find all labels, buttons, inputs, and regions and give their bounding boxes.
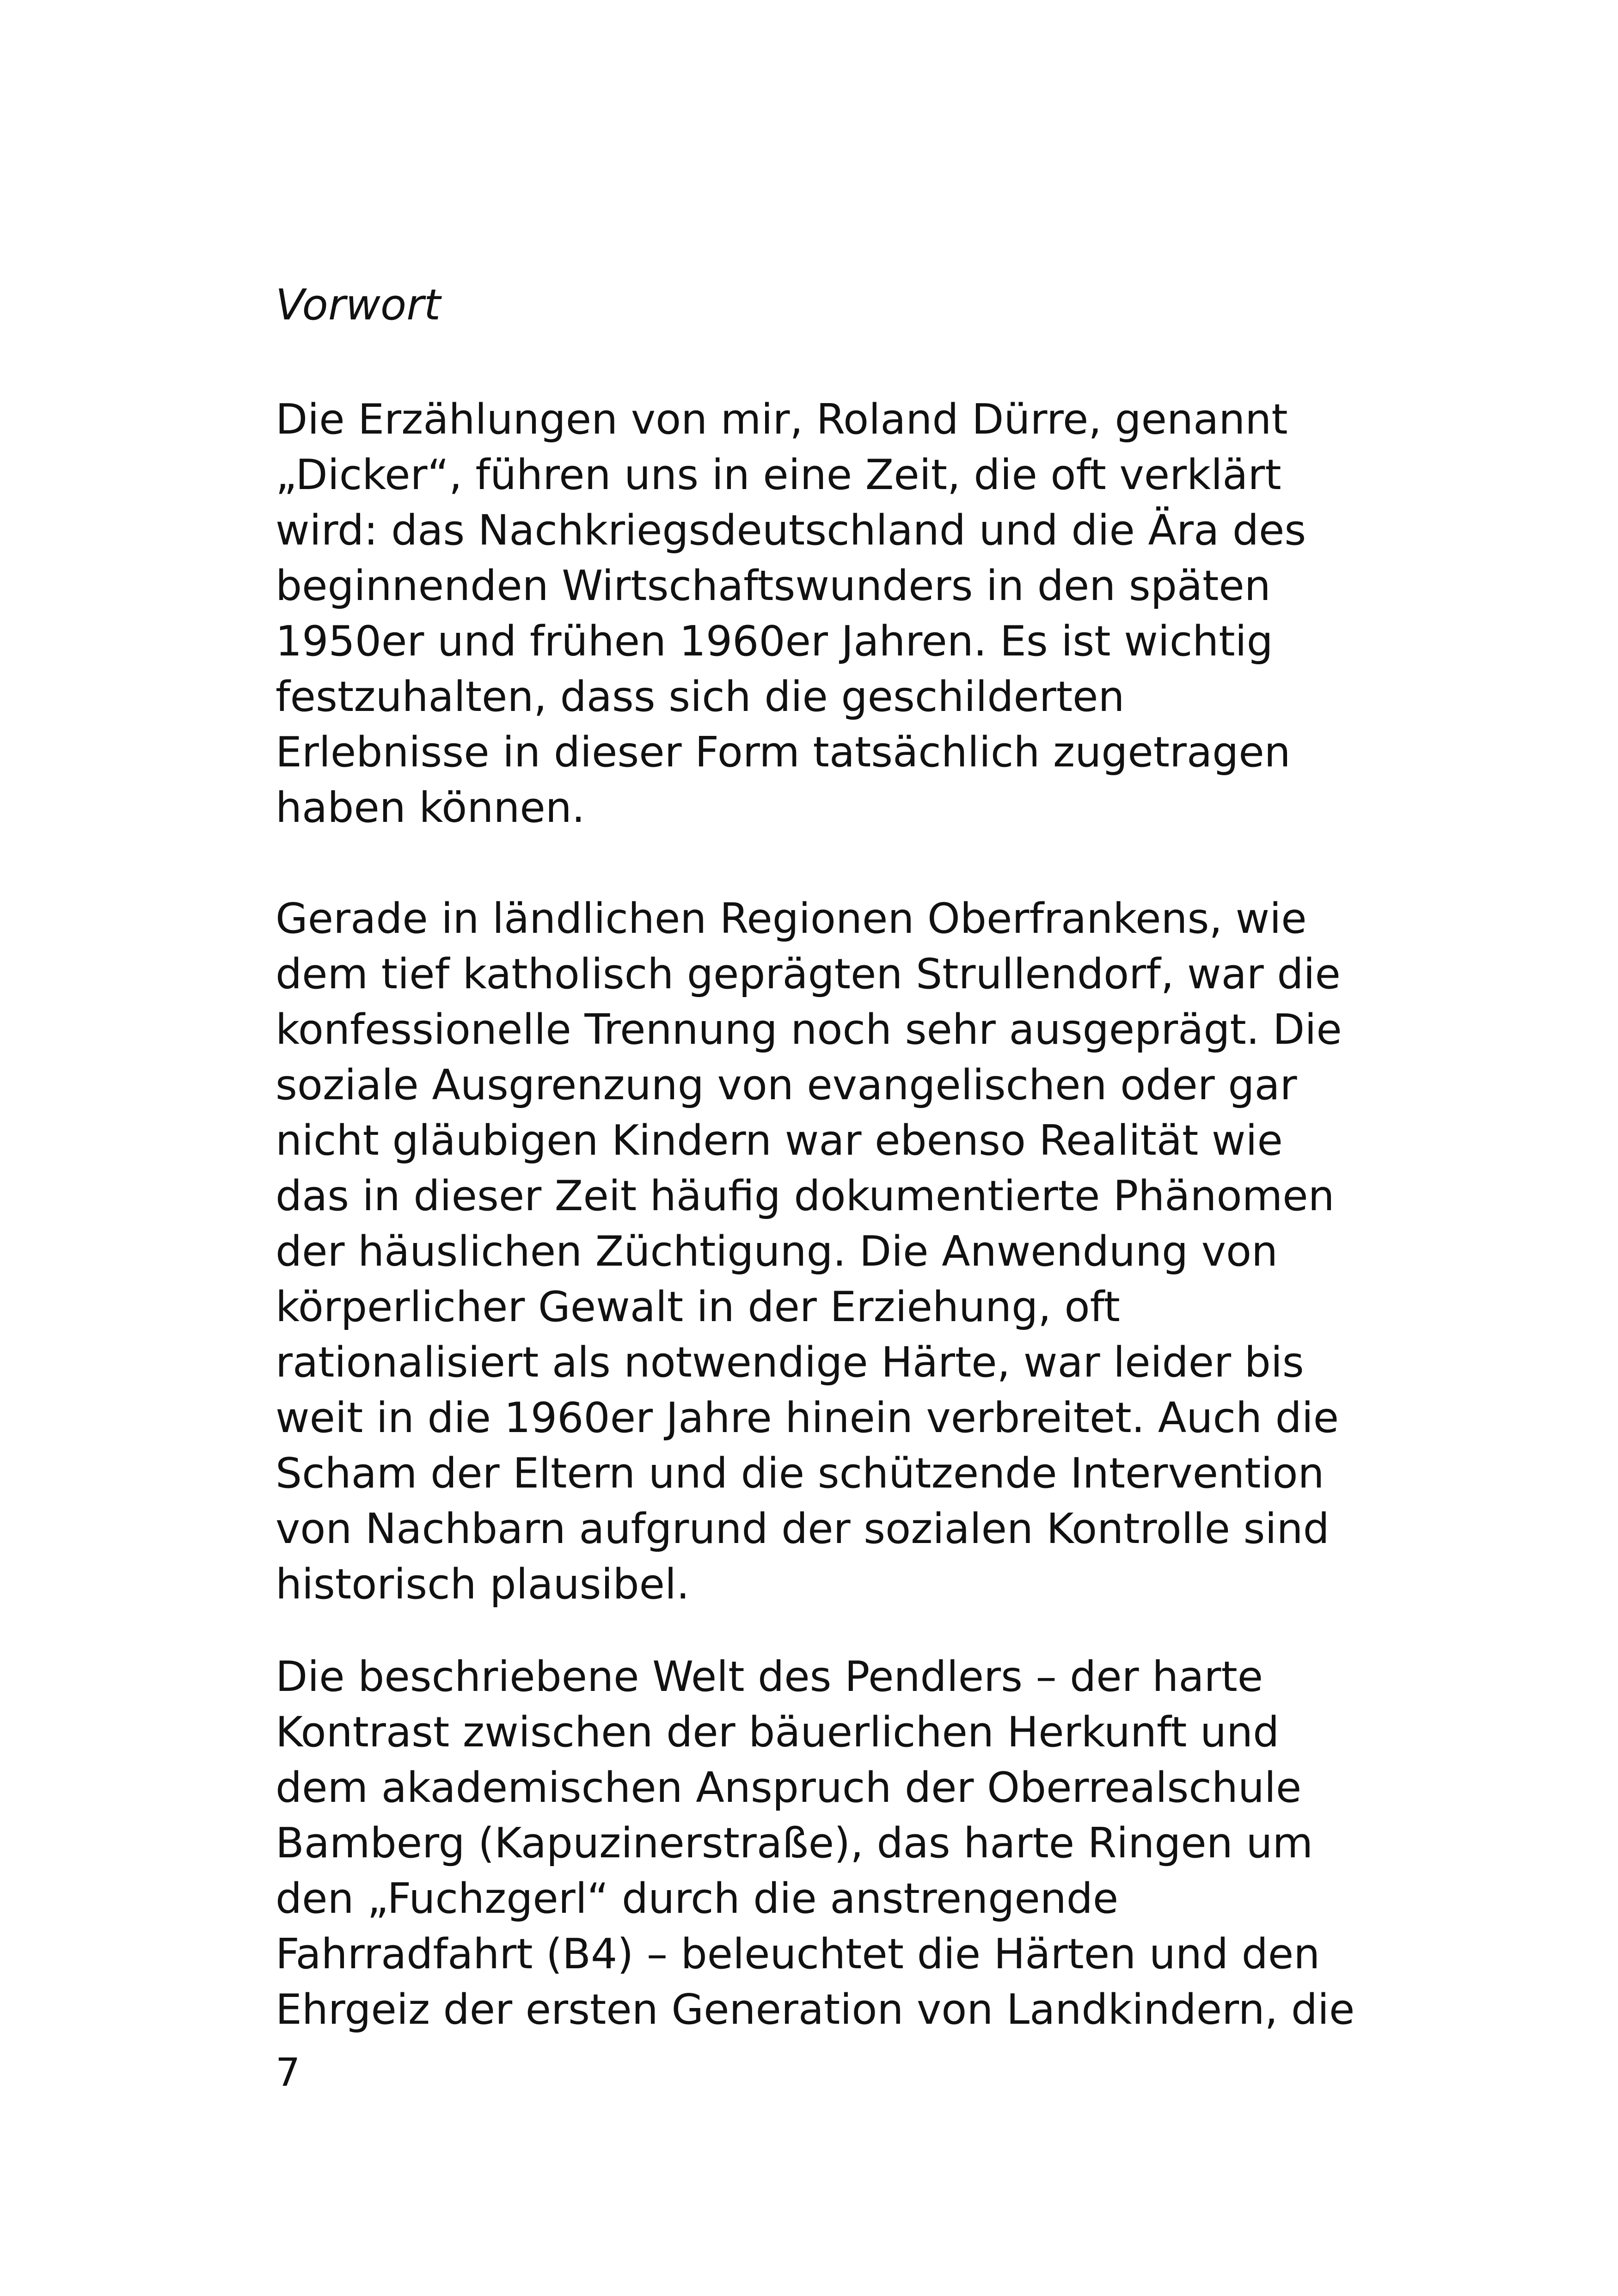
text-line: Bamberg (Kapuzinerstraße), das harte Ringen um — [276, 1819, 1313, 1867]
text-line: das in dieser Zeit häufig dokumentierte Phänomen — [276, 1172, 1335, 1220]
text-line: nicht gläubigen Kindern war ebenso Realität wie — [276, 1116, 1283, 1165]
text-line: haben können. — [276, 784, 585, 832]
text-line: Die Erzählungen von mir, Roland Dürre, genannt — [276, 395, 1288, 444]
text-line: 1950er und frühen 1960er Jahren. Es ist wichtig — [276, 617, 1273, 666]
text-line: Die beschriebene Welt des Pendlers – der harte — [276, 1653, 1263, 1701]
text-line: Ehrgeiz der ersten Generation von Landkindern, die — [276, 1985, 1355, 2034]
text-line: konfessionelle Trennung noch sehr ausgeprägt. Die — [276, 1005, 1342, 1054]
text-line: Kontrast zwischen der bäuerlichen Herkunft und — [276, 1708, 1280, 1757]
paragraph-2 — [276, 891, 1342, 1612]
text-line: Gerade in ländlichen Regionen Oberfrankens, wie — [276, 894, 1307, 943]
text-line: festzuhalten, dass sich die geschilderten — [276, 673, 1125, 721]
paragraph-1 — [276, 392, 1306, 836]
text-line: rationalisiert als notwendige Härte, war leider bis — [276, 1338, 1304, 1387]
section-heading: Vorwort — [276, 280, 441, 330]
text-line: beginnenden Wirtschaftswunders in den späten — [276, 562, 1271, 610]
text-line: wird: das Nachkriegsdeutschland und die Ära des — [276, 506, 1306, 555]
text-line: der häuslichen Züchtigung. Die Anwendung von — [276, 1227, 1278, 1276]
text-line: Erlebnisse in dieser Form tatsächlich zugetragen — [276, 728, 1291, 777]
paragraph-3 — [276, 1649, 1354, 2038]
text-line: von Nachbarn aufgrund der sozialen Kontrolle sind — [276, 1505, 1330, 1553]
page-number: 7 — [276, 2050, 300, 2095]
text-line: dem akademischen Anspruch der Oberrealschule — [276, 1763, 1302, 1812]
text-line: historisch plausibel. — [276, 1560, 690, 1609]
text-line: den „Fuchzgerl“ durch die anstrengende — [276, 1874, 1119, 1923]
text-line: soziale Ausgrenzung von evangelischen oder gar — [276, 1061, 1297, 1109]
text-line: Fahrradfahrt (B4) – beleuchtet die Härten und den — [276, 1930, 1320, 1978]
text-line: Scham der Eltern und die schützende Intervention — [276, 1449, 1324, 1498]
text-line: körperlicher Gewalt in der Erziehung, oft — [276, 1283, 1120, 1331]
text-line: „Dicker“, führen uns in eine Zeit, die oft verklärt — [276, 451, 1281, 499]
text-line: weit in die 1960er Jahre hinein verbreitet. Auch die — [276, 1394, 1339, 1442]
text-line: dem tief katholisch geprägten Strullendorf, war die — [276, 950, 1341, 998]
